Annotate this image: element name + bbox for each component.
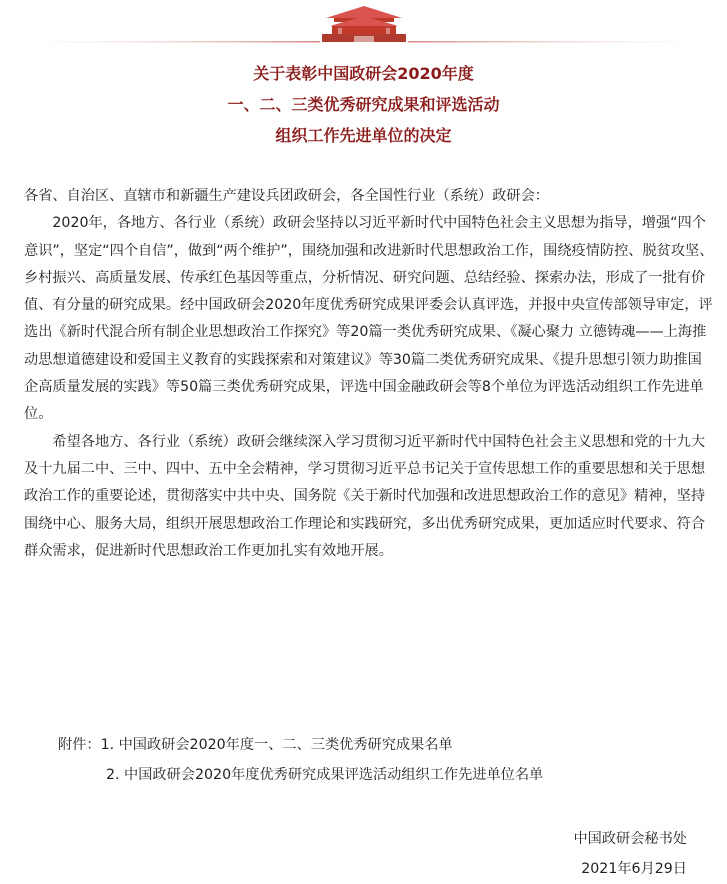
tiananmen-emblem	[322, 6, 406, 42]
banner-line-left	[20, 41, 320, 43]
paragraph-2: 希望各地方、各行业（系统）政研会继续深入学习贯彻习近平新时代中国特色社会主义思想和党的十九大及十九届二中、三中、四中、五中全会精神，学习贯彻习近平总书记关于宣传思想工作的重要思想和关于思想政治工作的重要论述，贯彻落实中共中央、国务院《关于新时代加强和改进思想政治工作的意见》精神，坚持围绕中心、服务大局，组织开展思想政治工作理论和实践研究，多出优秀研究成果，更加适应时代要求、符合群众需求，促进新时代思想政治工作更加扎实有效地开展。	[24, 433, 706, 559]
attachments-label: 附件：	[58, 737, 101, 753]
title-line-1: 关于表彰中国政研会2020年度	[253, 64, 474, 83]
signature-date: 2021年6月29日	[581, 861, 687, 877]
attachment-item-2: 2. 中国政研会2020年度优秀研究成果评选活动组织工作先进单位名单	[106, 767, 544, 783]
signature-block	[573, 824, 687, 884]
title-line-3: 组织工作先进单位的决定	[275, 126, 452, 145]
document-body	[24, 183, 714, 565]
banner-line-right	[408, 41, 708, 43]
attachment-item-1: 1. 中国政研会2020年度一、二、三类优秀研究成果名单	[100, 737, 453, 753]
document-title	[0, 58, 727, 151]
header-banner	[0, 0, 727, 50]
attachments	[58, 730, 698, 790]
signature-org: 中国政研会秘书处	[573, 831, 687, 847]
paragraph-1: 2020年，各地方、各行业（系统）政研会坚持以习近平新时代中国特色社会主义思想为指导，增强“四个意识”，坚定“四个自信”，做到“两个维护”，围绕加强和改进新时代思想政治工作，围绕疫情防控、脱贫攻坚、乡村振兴、高质量发展、传承红色基因等重点，分析情况、研究问题、总结经验、探索办法，形成了一批有价值、有分量的研究成果。经中国政研会2020年度优秀研究成果评委会认真评选，并报中央宣传部领导审定，评选出《新时代混合所有制企业思想政治工作探究》等20篇一类优秀研究成果、《凝心聚力 立德铸魂——上海推动思想道德建设和爱国主义教育的实践探索和对策建议》等30篇二类优秀研究成果、《提升思想引领力助推国企高质量发展的实践》等50篇三类优秀研究成果，评选中国金融政研会等8个单位为评选活动组织工作先进单位。	[24, 215, 714, 423]
salutation: 各省、自治区、直辖市和新疆生产建设兵团政研会，各全国性行业（系统）政研会：	[24, 188, 549, 204]
title-line-2: 一、二、三类优秀研究成果和评选活动	[227, 95, 500, 114]
